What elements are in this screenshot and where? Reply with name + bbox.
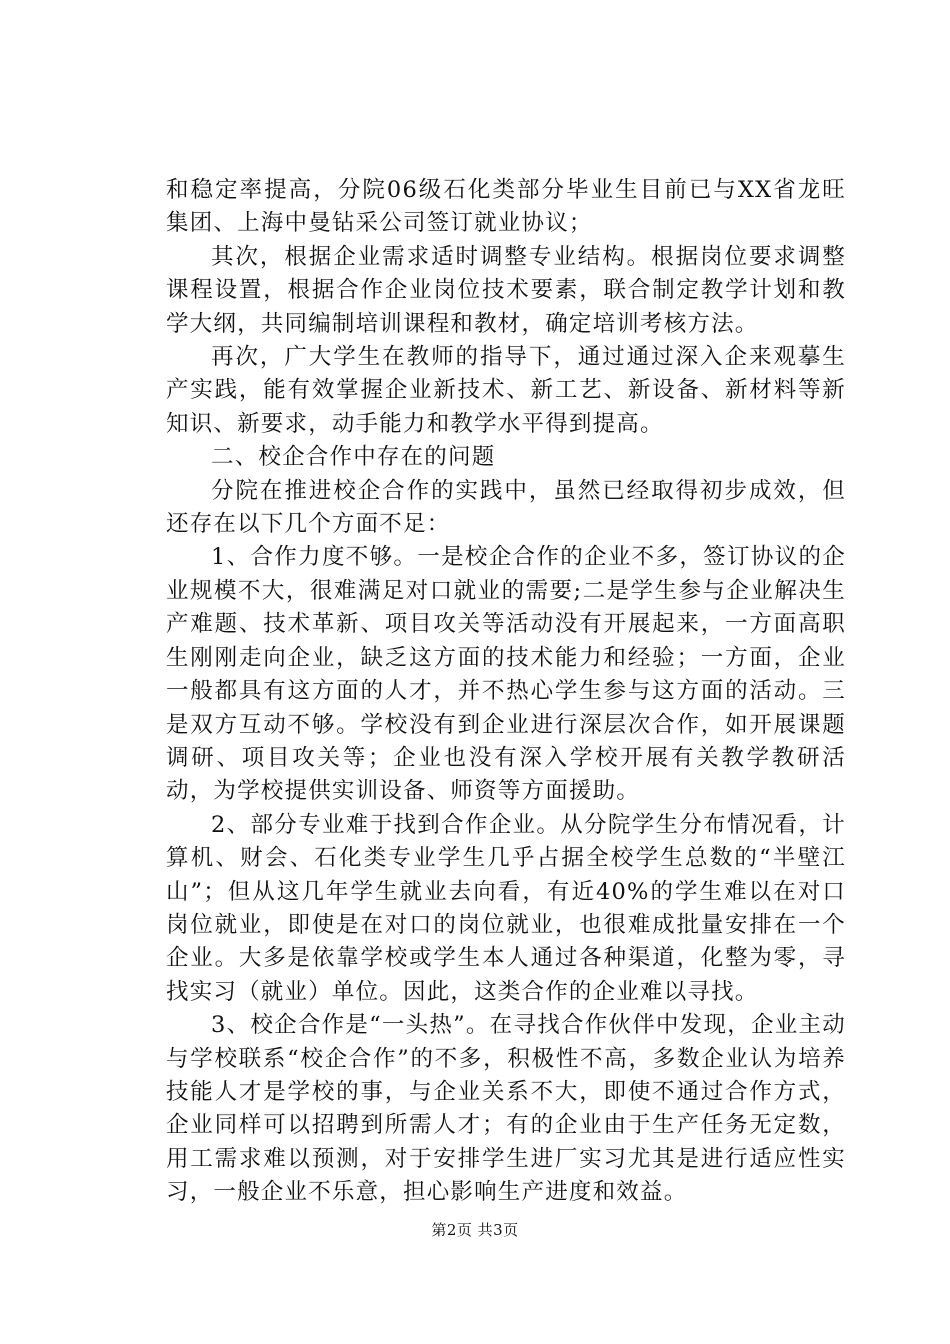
paragraph-problem-3: 3、校企合作是“一头热”。在寻找合作伙伴中发现，企业主动与学校联系“校企合作”的不多，积极性不高，多数企业认为培养技能人才是学校的事，与企业关系不大，即使不通过合作方式，企业同样可以招聘到所需人才；有的企业由于生产任务无定数，用工需求难以预测，对于安排学生进厂实习尤其是进行适应性实习，一般企业不乐意，担心影响生产进度和效益。 — [166, 1012, 846, 1206]
paragraph-curriculum-adjustment: 其次，根据企业需求适时调整专业结构。根据岗位要求调整课程设置，根据合作企业岗位技术要素，联合制定教学计划和教学大纲，共同编制培训课程和教材，确定培训考核方法。 — [166, 243, 846, 337]
page-number-footer: 第2页 共3页 — [431, 1221, 519, 1239]
paragraph-problem-1: 1、合作力度不够。一是校企合作的企业不多，签订协议的企业规模不大，很难满足对口就业的需要;二是学生参与企业解决生产难题、技术革新、项目攻关等活动没有开展起来，一方面高职生刚刚走向企业，缺乏这方面的技术能力和经验；一方面，企业一般都具有这方面的人才，并不热心学生参与这方面的活动。三是双方互动不够。学校没有到企业进行深层次合作，如开展课题调研、项目攻关等；企业也没有深入学校开展有关教学教研活动，为学校提供实训设备、师资等方面援助。 — [166, 544, 846, 805]
paragraph-problem-2: 2、部分专业难于找到合作企业。从分院学生分布情况看，计算机、财会、石化类专业学生几乎占据全校学生总数的“半壁江山”；但从这几年学生就业去向看，有近40%的学生难以在对口岗位就业，即使是在对口的岗位就业，也很难成批量安排在一个企业。大多是依靠学校或学生本人通过各种渠道，化整为零，寻找实习（就业）单位。因此，这类合作的企业难以寻找。 — [166, 811, 846, 1005]
section-heading-problems: 二、校企合作中存在的问题 — [211, 444, 496, 471]
paragraph-student-practice: 再次，广大学生在教师的指导下，通过通过深入企来观摹生产实践，能有效掌握企业新技术、新工艺、新设备、新材料等新知识、新要求，动手能力和教学水平得到提高。 — [166, 344, 846, 437]
paragraph-continuation: 和稳定率提高，分院06级石化类部分毕业生目前已与XX省龙旺集团、上海中曼钻采公司签订就业协议； — [166, 177, 846, 237]
document-body — [166, 174, 846, 1210]
paragraph-problems-intro: 分院在推进校企合作的实践中，虽然已经取得初步成效，但还存在以下几个方面不足： — [166, 477, 846, 538]
